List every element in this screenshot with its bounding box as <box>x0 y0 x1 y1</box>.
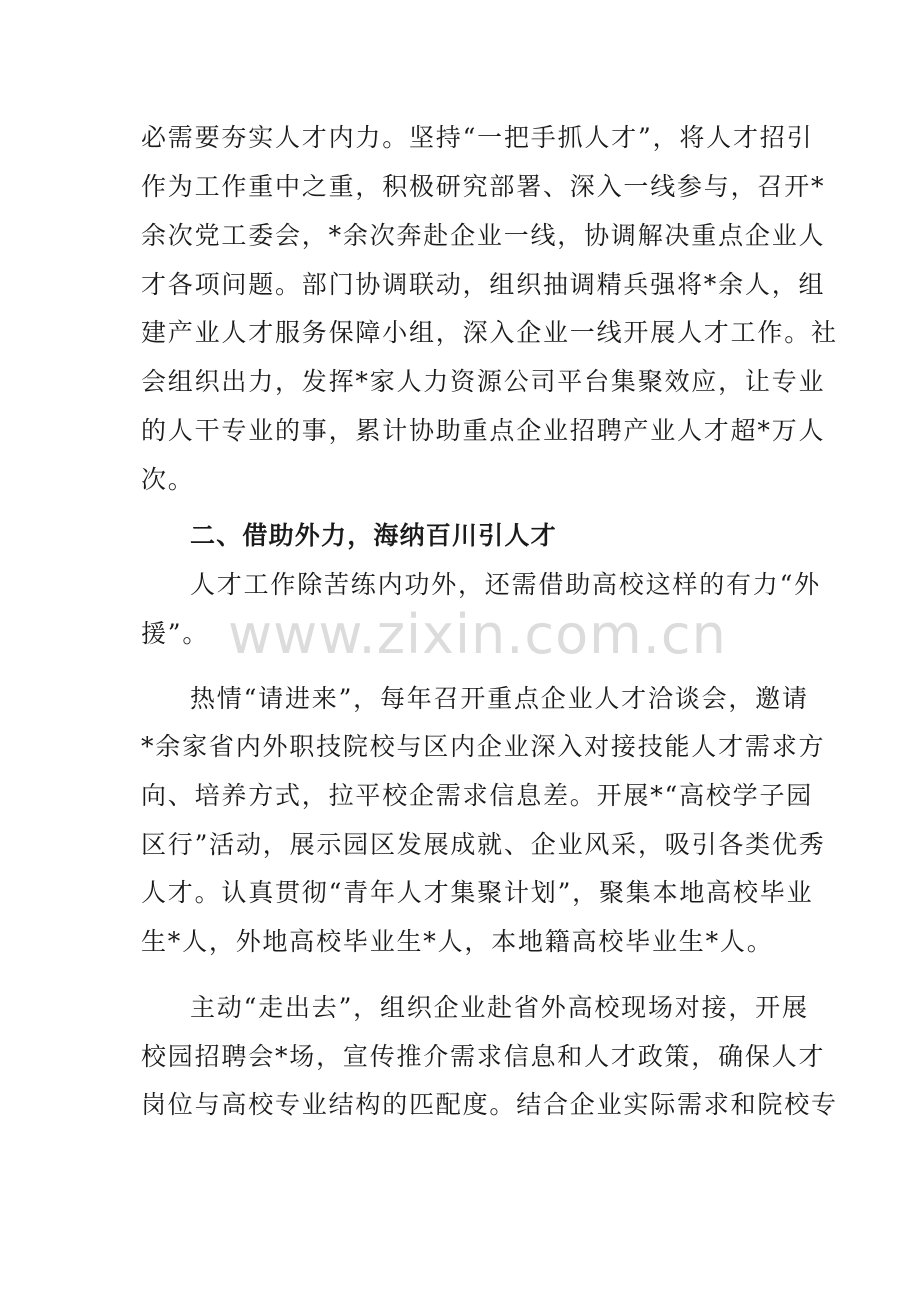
paragraph-line: 援”。 <box>141 619 210 648</box>
paragraph-line: *余家省内外职技院校与区内企业深入对接技能人才需求方 <box>141 732 826 761</box>
paragraph-line: 岗位与高校专业结构的匹配度。结合企业实际需求和院校专 <box>141 1090 838 1119</box>
paragraph-line: 建产业人才服务保障小组，深入企业一线开展人才工作。社 <box>141 318 838 347</box>
paragraph-line: 区行”活动，展示园区发展成就、企业风采，吸引各类优秀 <box>141 830 826 859</box>
paragraph-line: 作为工作重中之重，积极研究部署、深入一线参与，召开* <box>141 172 826 201</box>
paragraph-line: 会组织出力，发挥*家人力资源公司平台集聚效应，让专业 <box>141 367 826 396</box>
paragraph-line: 人才工作除苦练内功外，还需借助高校这样的有力“外 <box>190 570 821 599</box>
watermark: www.zixin.com.cn <box>228 603 727 666</box>
paragraph-line: 余次党工委会，*余次奔赴企业一线，协调解决重点企业人 <box>141 221 826 250</box>
paragraph-line: 热情“请进来”，每年召开重点企业人才洽谈会，邀请 <box>190 684 809 713</box>
paragraph-line: 次。 <box>141 465 195 494</box>
paragraph-line: 生*人，外地高校毕业生*人，本地籍高校毕业生*人。 <box>141 927 774 956</box>
paragraph-line: 校园招聘会*场，宣传推介需求信息和人才政策，确保人才 <box>141 1042 826 1071</box>
section-heading: 二、借助外力，海纳百川引人才 <box>190 521 557 550</box>
paragraph-line: 主动“走出去”，组织企业赴省外高校现场对接，开展 <box>190 993 809 1022</box>
paragraph-line: 的人干专业的事，累计协助重点企业招聘产业人才超*万人 <box>141 416 826 445</box>
paragraph-line: 人才。认真贯彻“青年人才集聚计划”，聚集本地高校毕业 <box>141 878 814 907</box>
paragraph-line: 向、培养方式，拉平校企需求信息差。开展*“高校学子园 <box>141 781 814 810</box>
paragraph-line: 才各项问题。部门协调联动，组织抽调精兵强将*余人，组 <box>141 270 826 299</box>
paragraph-line: 必需要夯实人才内力。坚持“一把手抓人才”，将人才招引 <box>141 123 814 152</box>
